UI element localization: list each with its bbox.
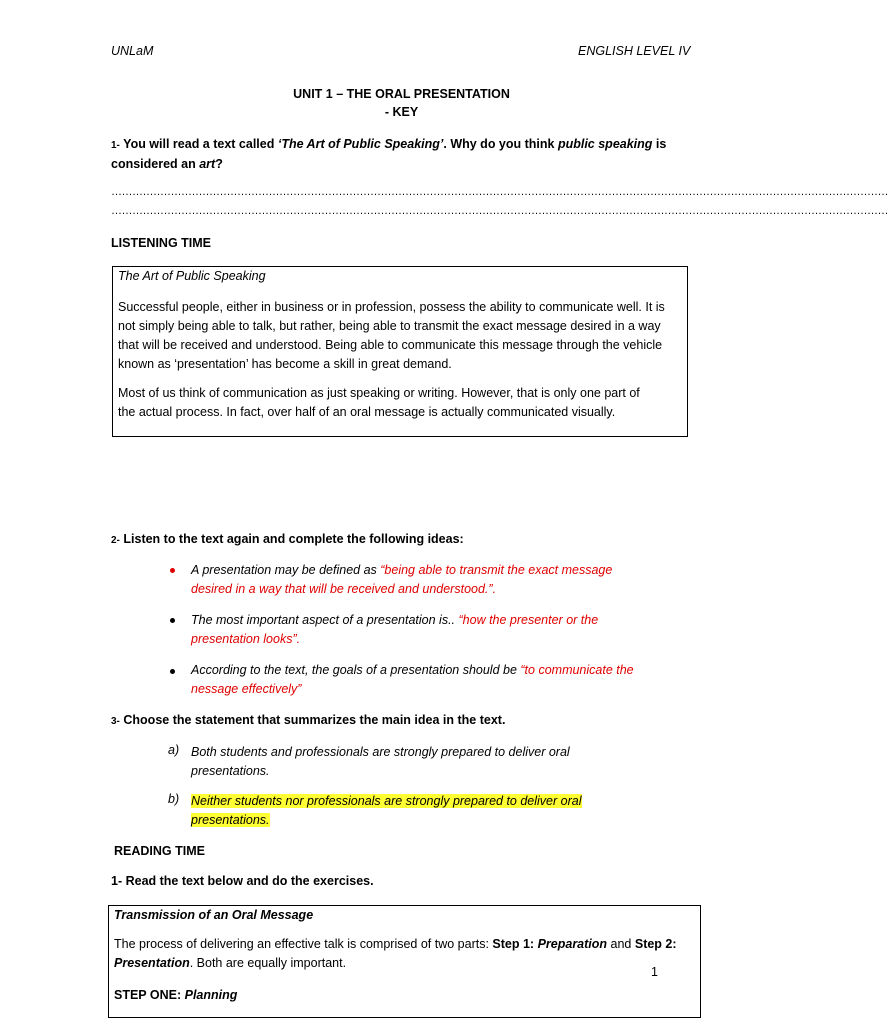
option-b-label: b) bbox=[168, 792, 180, 806]
listening-box-title: The Art of Public Speaking bbox=[118, 269, 266, 283]
header-right: ENGLISH LEVEL IV bbox=[578, 44, 691, 58]
bullet-item-2: The most important aspect of a presentation is.. “how the presenter or the presentation looks”. bbox=[191, 613, 599, 646]
option-a-label: a) bbox=[168, 743, 180, 757]
reading-box-title: Transmission of an Oral Message bbox=[114, 908, 314, 922]
bullet-3-icon bbox=[170, 669, 175, 674]
answer-line-1: …………………………………………………………………………………………………………………………………………………………………………………………………… bbox=[111, 186, 888, 198]
question-2-number: 2- bbox=[111, 535, 120, 546]
bullet-item-1: A presentation may be defined as “being able to transmit the exact message desired in a way that will be received and understood.”. bbox=[191, 563, 613, 596]
reading-paragraph: The process of delivering an effective talk is comprised of two parts: Step 1: Preparation and Step 2: Presentation. Both are equally important. bbox=[114, 937, 677, 970]
option-a: Both students and professionals are strongly prepared to deliver oral presentations. bbox=[191, 745, 570, 778]
step-one-heading: STEP ONE: Planning bbox=[114, 988, 238, 1002]
bullet-item-3: According to the text, the goals of a presentation should be “to communicate the nessage effectively” bbox=[191, 663, 634, 696]
header-left: UNLaM bbox=[111, 44, 154, 58]
reading-heading: READING TIME bbox=[114, 844, 205, 858]
reading-text-box bbox=[108, 905, 701, 1018]
option-b-correct: Neither students nor professionals are strongly prepared to deliver oral presentations. bbox=[191, 794, 582, 827]
page-number: 1 bbox=[651, 965, 658, 979]
reading-instruction: 1- Read the text below and do the exercises. bbox=[111, 874, 374, 888]
key-label: - KEY bbox=[384, 105, 419, 119]
listening-heading: LISTENING TIME bbox=[111, 236, 211, 250]
question-1: 1- You will read a text called ‘The Art of Public Speaking’. Why do you think public speaking is considered an art? bbox=[111, 137, 667, 171]
question-2: 2- Listen to the text again and complete the following ideas: bbox=[111, 532, 464, 546]
answer-line-2: …………………………………………………………………………………………………………………………………………………………………………………………………… bbox=[111, 205, 888, 217]
listening-paragraph-2: Most of us think of communication as just speaking or writing. However, that is only one part of the actual process. In fact, over half of an oral message is actually communicated visually. bbox=[118, 386, 640, 419]
bullet-2-icon bbox=[170, 618, 175, 623]
bullet-1-icon bbox=[170, 568, 175, 573]
question-1-number: 1- bbox=[111, 140, 120, 151]
listening-paragraph-1: Successful people, either in business or in profession, possess the ability to communicate well. It is not simply being able to talk, but rather, being able to transmit the exact message desired in a way that will be received and understood. Being able to communicate this message through the vehicle known as ‘presentation’ has become a skill in great demand. bbox=[118, 300, 665, 371]
question-3-number: 3- bbox=[111, 716, 120, 727]
listening-text-box bbox=[112, 266, 688, 437]
question-3: 3- Choose the statement that summarizes the main idea in the text. bbox=[111, 713, 506, 727]
unit-title: UNIT 1 – THE ORAL PRESENTATION bbox=[293, 87, 510, 101]
